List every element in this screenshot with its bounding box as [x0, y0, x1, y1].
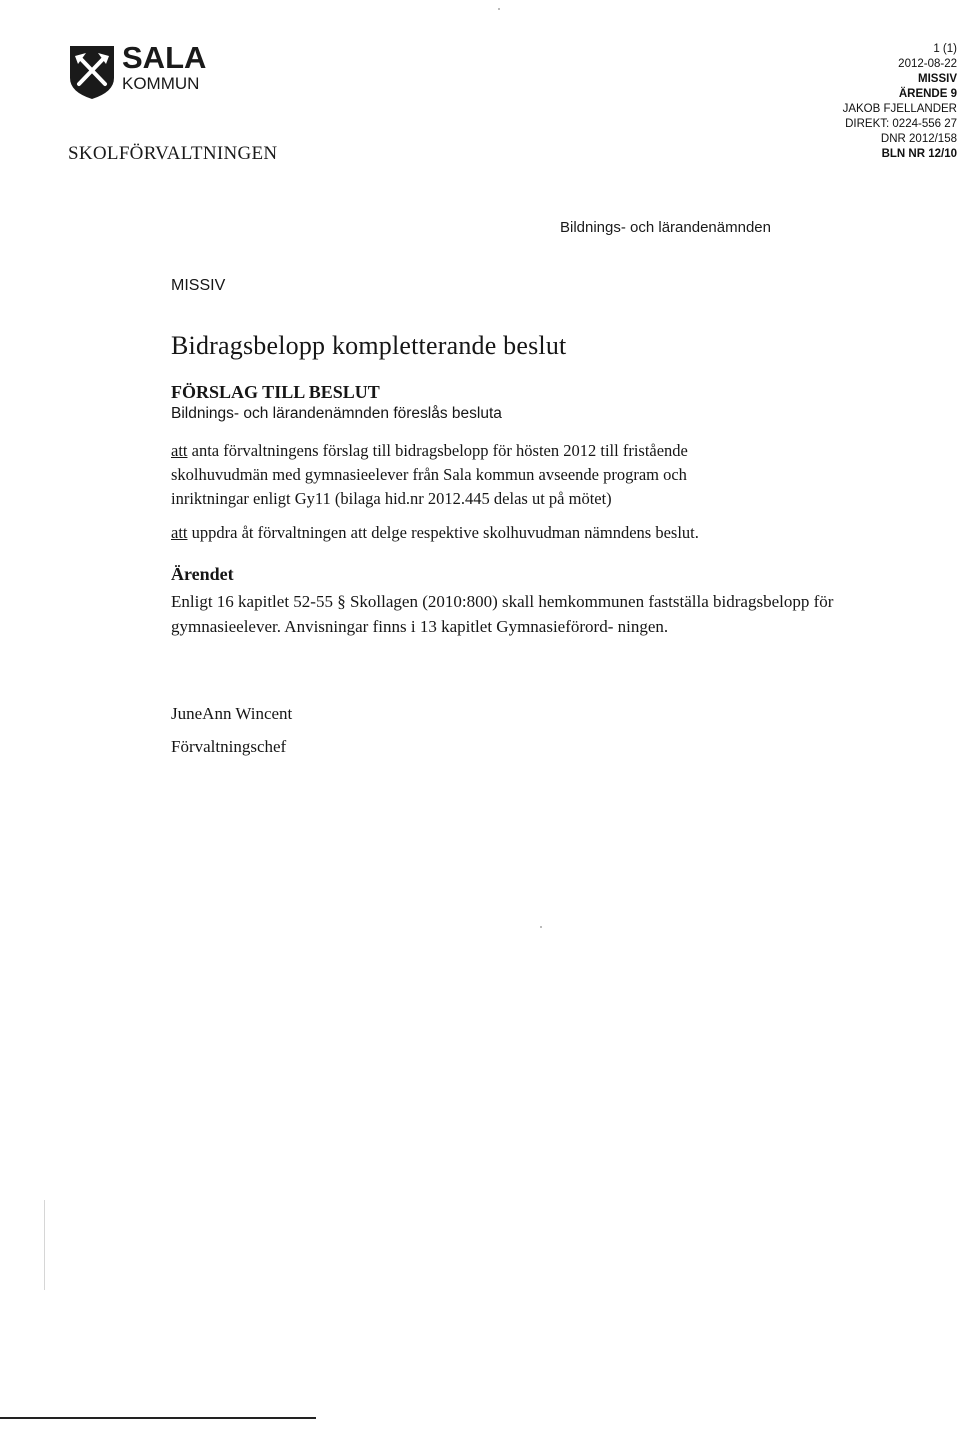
scan-streak	[44, 1200, 45, 1290]
diary-number: DNR 2012/158	[880, 133, 957, 145]
direct-phone: DIREKT: 0224-556 27	[845, 118, 957, 130]
decision-1-line-1	[171, 441, 688, 461]
municipality-logo	[68, 40, 220, 104]
footer-rule	[0, 1417, 316, 1419]
document-metadata	[843, 42, 957, 162]
decision-1-lead: att	[171, 441, 188, 460]
document-type-label: MISSIV	[171, 277, 226, 294]
item-number: ÄRENDE 9	[898, 88, 957, 100]
decision-1-line-3: inriktningar enligt Gy11 (bilaga hid.nr 2012.445 delas ut på mötet)	[171, 489, 612, 508]
document-title: Bidragsbelopp kompletterande beslut	[171, 331, 567, 360]
proposal-intro: Bildnings- och lärandenämnden föreslås besluta	[171, 405, 502, 422]
department-name: SKOLFÖRVALTNINGEN	[68, 143, 278, 164]
logo-name: SALA	[122, 40, 207, 75]
matter-heading: Ärendet	[171, 564, 234, 584]
scan-speck	[540, 926, 542, 928]
addressee: Bildnings- och lärandenämnden	[560, 219, 771, 236]
signature-name: JuneAnn Wincent	[171, 704, 293, 723]
logo-subtitle: KOMMUN	[122, 74, 200, 93]
matter-text: Enligt 16 kapitlet 52-55 § Skollagen (2010:800) skall hemkommunen fastställa bidragsbelopp för gymnasieelever. Anvisningar finns i 13 kapitlet Gymnasieförord- ningen.	[171, 592, 834, 636]
scan-speck	[498, 8, 500, 10]
proposal-heading: FÖRSLAG TILL BESLUT	[171, 382, 380, 402]
decision-1-text-1: anta förvaltningens förslag till bidragsbelopp för hösten 2012 till fristående	[187, 441, 688, 460]
signature-title: Förvaltningschef	[171, 737, 287, 756]
decision-1-line-2: skolhuvudmän med gymnasieelever från Sala kommun avseende program och	[171, 465, 687, 484]
document-kind: MISSIV	[918, 73, 957, 85]
board-number: BLN NR 12/10	[881, 148, 957, 160]
page-number: 1 (1)	[933, 43, 957, 55]
decision-2-text: uppdra åt förvaltningen att delge respektive skolhuvudman nämndens beslut.	[187, 523, 699, 542]
document-date: 2012-08-22	[898, 58, 957, 70]
coat-of-arms-icon	[68, 44, 116, 100]
decision-2	[171, 523, 699, 543]
decision-2-lead: att	[171, 523, 188, 542]
contact-name: JAKOB FJELLANDER	[842, 103, 957, 115]
